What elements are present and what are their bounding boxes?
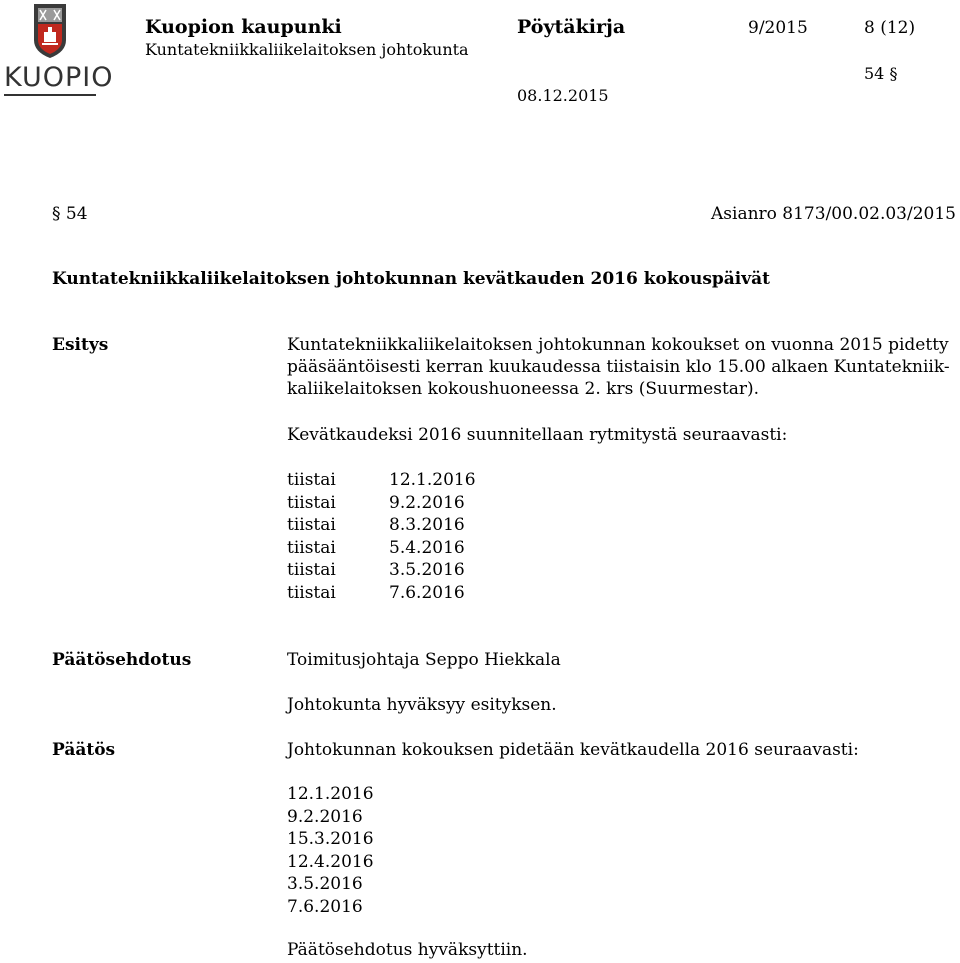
header-date: 08.12.2015 [517, 86, 609, 105]
header-section-number: 54 [864, 64, 885, 83]
schedule-list [287, 469, 476, 605]
esitys-line-3: kaliikelaitoksen kokoushuoneessa 2. krs (Suurmestar). [287, 379, 760, 399]
header-doc-number: 9/2015 [748, 18, 808, 38]
list-item [287, 469, 476, 492]
kuopio-logo [0, 0, 114, 100]
list-item: 15.3.2016 [287, 829, 374, 850]
schedule-date: 7.6.2016 [389, 582, 465, 603]
header-page: 8 (12) [864, 18, 916, 38]
paatosehdotus-text: Toimitusjohtaja Seppo Hiekkala [287, 650, 561, 670]
header-org: Kuopion kaupunki [145, 16, 342, 38]
list-item: 12.4.2016 [287, 851, 374, 872]
section-symbol-icon: § [52, 204, 61, 224]
list-item [287, 537, 476, 560]
schedule-day: tiistai [287, 560, 336, 581]
section-label [52, 203, 88, 225]
section-symbol-icon: § [889, 64, 898, 83]
paatos-text: Johtokunnan kokouksen pidetään kevätkaudella 2016 seuraavasti: [287, 740, 859, 760]
section-title: Kuntatekniikkaliikelaitoksen johtokunnan kevätkauden 2016 kokouspäivät [52, 269, 770, 289]
schedule-day: tiistai [287, 582, 336, 603]
schedule-day: tiistai [287, 492, 336, 513]
list-item [287, 559, 476, 582]
section-number: 54 [65, 204, 88, 224]
esitys-intro: Kevätkaudeksi 2016 suunnitellaan rytmitystä seuraavasti: [287, 425, 788, 445]
schedule-day: tiistai [287, 537, 336, 558]
list-item: 7.6.2016 [287, 896, 363, 917]
esitys-label: Esitys [52, 335, 109, 355]
paatos-pre-text: Johtokunta hyväksyy esityksen. [287, 695, 557, 715]
list-item [287, 582, 476, 605]
schedule-date: 9.2.2016 [389, 492, 465, 513]
logo-text: KUOPIO [4, 62, 114, 93]
schedule-date: 8.3.2016 [389, 515, 465, 536]
schedule-date: 5.4.2016 [389, 537, 465, 558]
list-item [287, 492, 476, 515]
schedule-day: tiistai [287, 470, 336, 490]
list-item: 3.5.2016 [287, 874, 363, 895]
header-doc-type: Pöytäkirja [517, 16, 626, 38]
logo-underline [4, 94, 96, 96]
paatos-date-list [287, 783, 374, 919]
list-item [287, 514, 476, 537]
paatosehdotus-label: Päätösehdotus [52, 650, 192, 670]
schedule-date: 12.1.2016 [389, 470, 476, 490]
esitys-line-1: Kuntatekniikkaliikelaitoksen johtokunnan kokoukset on vuonna 2015 pidetty [287, 335, 949, 355]
case-number: Asianro 8173/00.02.03/2015 [711, 204, 956, 224]
schedule-day: tiistai [287, 515, 336, 536]
list-item: 9.2.2016 [287, 806, 363, 827]
schedule-date: 3.5.2016 [389, 560, 465, 581]
header-unit: Kuntatekniikkaliikelaitoksen johtokunta [145, 40, 469, 59]
paatos-closing: Päätösehdotus hyväksyttiin. [287, 940, 528, 960]
esitys-line-2: pääsääntöisesti kerran kuukaudessa tiistaisin klo 15.00 alkaen Kuntatekniik- [287, 357, 950, 377]
paatos-label: Päätös [52, 740, 116, 760]
list-item: 12.1.2016 [287, 784, 374, 804]
header-section [864, 64, 897, 83]
